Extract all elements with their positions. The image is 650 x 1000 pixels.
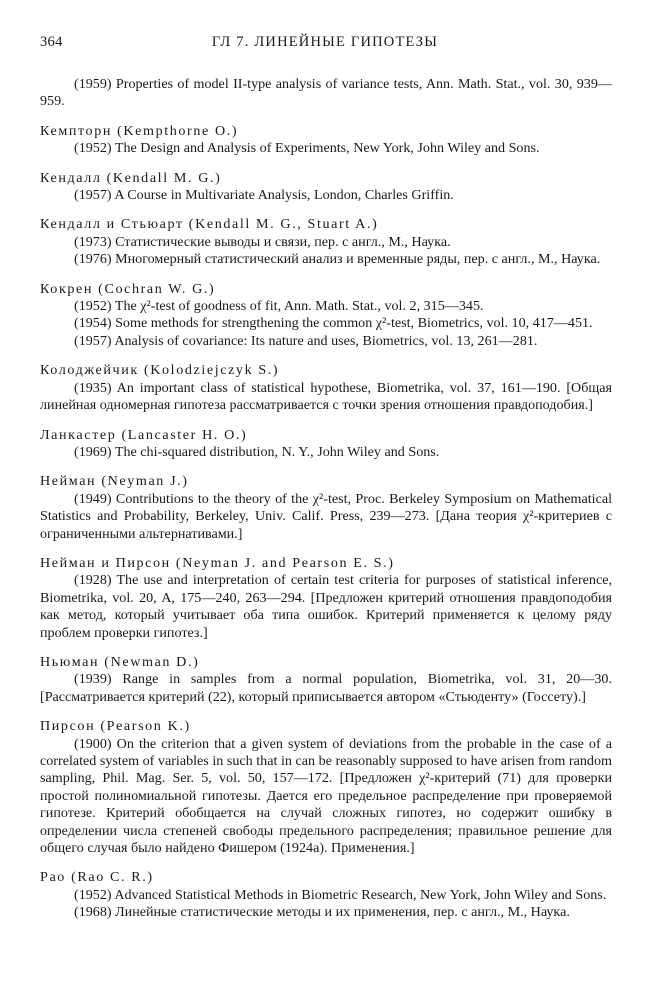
entry-work: (1957) Analysis of covariance: Its nature and uses, Biometrics, vol. 13, 261—281. [74, 332, 538, 349]
bibliography-entry [40, 654, 612, 706]
bibliography-entry [40, 170, 612, 205]
entry-author: Нейман (Neyman J.) [40, 473, 189, 490]
entry-work: (1959) Properties of model II-type analysis of variance tests, Ann. Math. Stat., vol. 30, 939—959. [40, 76, 612, 110]
entry-work: (1952) The χ²-test of goodness of fit, Ann. Math. Stat., vol. 2, 315—345. [74, 298, 484, 315]
bibliography-entry [40, 427, 612, 462]
entry-author: Ньюман (Newman D.) [40, 653, 200, 670]
bibliography-entry [40, 555, 612, 642]
bibliography-entry [40, 473, 612, 543]
entry-work: (1968) Линейные статистические методы и их применения, пер. с англ., М., Наука. [74, 904, 570, 921]
entry-author: Нейман и Пирсон (Neyman J. and Pearson E. S.) [40, 554, 395, 571]
entry-work: (1952) Advanced Statistical Methods in Biometric Research, New York, John Wiley and Sons. [74, 886, 607, 903]
entry-work: (1900) On the criterion that a given system of deviations from the probable in the case of a correlated system of variables in such that in can be reasonably supposed to have arisen from random sampling, Phil. Mag. Ser. 5, vol. 50, 157—172. [Предложен χ²-критерий (71) для проверки простой полиномиальной гипотезы. Дается его предельное распределение при проверяемой гипотезе. Критерий обобщается на случай сложных гипотез, но содержит ошибку в определении числа степеней свободы предельного распределения; правильное решение для общего случая было найдено Фишером (1924а). Применения.] [40, 735, 612, 857]
bibliography-entry [40, 216, 612, 268]
bibliography-entry [40, 869, 612, 921]
bibliography-entry [40, 362, 612, 414]
bibliography-entry [40, 123, 612, 158]
entry-work: (1954) Some methods for strengthening the common χ²-test, Biometrics, vol. 10, 417—451. [74, 315, 593, 332]
entry-work: (1939) Range in samples from a normal population, Biometrika, vol. 31, 20—30. [Рассматривается критерий (22), который приписывается автором «Стьюденту» (Госсету).] [40, 671, 612, 705]
entry-work: (1935) An important class of statistical hypothese, Biometrika, vol. 37, 161—190. [Общая линейная одномерная гипотеза рассматривается с точки зрения отношения правдоподобия.] [40, 379, 612, 414]
entry-work: (1952) The Design and Analysis of Experiments, New York, John Wiley and Sons. [74, 140, 540, 157]
page-header [40, 34, 610, 56]
running-title: ГЛ 7. ЛИНЕЙНЫЕ ГИПОТЕЗЫ [211, 34, 439, 50]
entry-work: (1969) The chi-squared distribution, N. Y., John Wiley and Sons. [74, 443, 440, 460]
entry-author: Ланкастер (Lancaster H. O.) [40, 426, 248, 443]
entry-author: Пирсон (Pearson K.) [40, 718, 191, 735]
entry-author: Кокрен (Cochran W. G.) [40, 280, 216, 297]
entry-author: Колоджейчик (Kolodziejczyk S.) [40, 362, 280, 379]
entry-work: (1949) Contributions to the theory of the χ²-test, Proc. Berkeley Symposium on Mathematical Statistics and Probability, Berkeley, Univ. Calif. Press, 239—273. [Дана теория χ²-критериев с ограниченными альтернативами.] [40, 490, 612, 542]
entry-work: (1976) Многомерный статистический анализ и временные ряды, пер. с англ., М., Наука. [74, 251, 601, 268]
entry-author: Кемпторн (Kempthorne O.) [40, 122, 239, 139]
entry-work: (1957) A Course in Multivariate Analysis, London, Charles Griffin. [74, 187, 454, 204]
entry-author: Кендалл и Стьюарт (Kendall M. G., Stuart A.) [40, 216, 379, 233]
bibliography-entry [40, 76, 612, 111]
bibliography-entry [40, 718, 612, 857]
entry-work: (1973) Статистические выводы и связи, пер. с англ., М., Наука. [74, 233, 451, 250]
entry-author: Рао (Rao C. R.) [40, 869, 154, 886]
entry-author: Кендалл (Kendall M. G.) [40, 169, 222, 186]
entry-work: (1928) The use and interpretation of certain test criteria for purposes of statistical inference, Biometrika, vol. 20, A, 175—240, 263—294. [Предложен критерий отношения правдоподобия как метод, который учитывает оба типа ошибок. Критерий применяется к целому ряду проблем проверки гипотез.] [40, 572, 612, 641]
bibliography-list [40, 76, 612, 934]
page-number: 364 [40, 34, 63, 50]
bibliography-entry [40, 281, 612, 351]
